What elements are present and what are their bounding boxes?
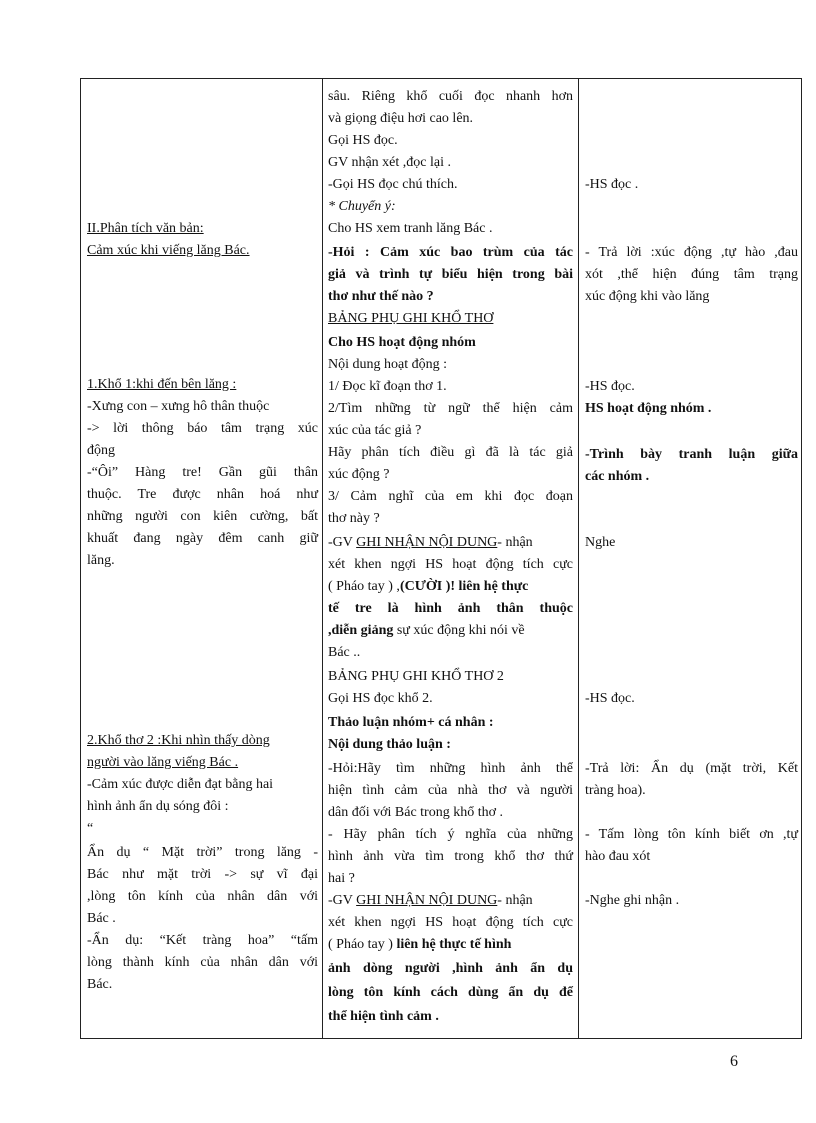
activity-line: * Chuyển ý: [328,199,396,214]
activity-line: Gọi HS đọc khổ 2. [328,691,433,706]
note-line: hình ảnh ẩn dụ sóng đôi : [87,799,229,814]
question-line: thơ như thế nào ? [328,289,434,304]
activity-line: ( Pháo tay ) liên hệ thực tế hình [328,937,512,952]
note-line: động [87,443,115,458]
activity-line: xét khen ngợi HS hoạt động tích cực [328,557,573,572]
activity-line: thơ này ? [328,511,380,526]
activity-line: dân đối với Bác trong khổ thơ . [328,805,504,820]
student-activity-column [578,79,802,1038]
activity-line: ,diễn giảng sự xúc động khi nói về [328,623,525,638]
activity-line: thể hiện tình cảm . [328,1009,439,1024]
note-line: “ [87,821,94,836]
activity-line: xúc của tác giả ? [328,423,422,438]
note-line: thuộc. Tre được nhân hoá như [87,487,318,502]
activity-line: ảnh dòng người ,hình ảnh ẩn dụ [328,961,573,976]
note-line: Bác . [87,911,116,926]
activity-line: Nội dung hoạt động : [328,357,447,372]
page-number: 6 [730,1053,738,1070]
student-line: HS hoạt động nhóm . [585,401,712,416]
activity-line: 1/ Đọc kĩ đoạn thơ 1. [328,379,447,394]
student-line: tràng hoa). [585,783,646,798]
section-subheading: Cảm xúc khi viếng lăng Bác. [87,243,250,258]
activity-line: -Gọi HS đọc chú thích. [328,177,458,192]
stanza2-heading: 2.Khổ thơ 2 :Khi nhìn thấy dòng [87,733,270,748]
stanza2-heading: người vào lăng viếng Bác . [87,755,239,770]
student-line: - Trả lời :xúc động ,tự hào ,đau [585,245,798,260]
stanza1-heading: 1.Khổ 1:khi đến bên lăng : [87,377,237,392]
note-line: -Xưng con – xưng hô thân thuộc [87,399,270,414]
activity-line: Bác .. [328,645,361,660]
activity-line: 3/ Cảm nghĩ của em khi đọc đoạn [328,489,573,504]
note-line: Bác. [87,977,113,992]
activity-line: GV nhận xét ,đọc lại . [328,155,451,170]
activity-line: ( Pháo tay ) ,(CƯỜI )! liên hệ thực [328,579,529,594]
student-line: - Tấm lòng tôn kính biết ơn ,tự [585,827,798,842]
activity-line: sâu. Riêng khổ cuối đọc nhanh hơn [328,89,573,104]
student-line: -HS đọc. [585,691,635,706]
note-line: những người con kiên cường, bất [87,509,318,524]
note-line: -Ẩn dụ: “Kết tràng hoa” “tấm [87,933,318,948]
activity-line: Hãy phân tích điều gì đã là tác giả [328,445,573,460]
activity-line: tế tre là hình ảnh thân thuộc [328,601,573,616]
student-line: xúc động khi vào lăng [585,289,710,304]
activity-line: lòng tôn kính cách dùng ẩn dụ để [328,985,573,1000]
activity-line: hiện tình cảm của nhà thơ và người [328,783,573,798]
note-line: -“Ôi” Hàng tre! Gần gũi thân [87,465,318,480]
note-line: ,lòng tôn kính của nhân dân với [87,889,318,904]
activity-line: Gọi HS đọc. [328,133,398,148]
activity-line: Nội dung thảo luận : [328,737,451,752]
activity-line: -GV GHI NHẬN NỘI DUNG- nhận [328,535,533,550]
student-line: -HS đọc. [585,379,635,394]
activity-line: Cho HS xem tranh lăng Bác . [328,221,493,236]
activity-line: -GV GHI NHẬN NỘI DUNG- nhận [328,893,533,908]
board-heading: BẢNG PHỤ GHI KHỔ THƠ 2 [328,669,504,684]
content-column [81,79,322,1038]
teacher-activity-column [322,79,578,1038]
student-line: -HS đọc . [585,177,639,192]
board-heading: BẢNG PHỤ GHI KHỔ THƠ [328,311,494,326]
activity-line: -Hỏi:Hãy tìm những hình ảnh thể [328,761,573,776]
student-line: xót ,thể hiện đúng tâm trạng [585,267,798,282]
student-line: -Nghe ghi nhận . [585,893,680,908]
activity-line: và giọng điệu hơi cao lên. [328,111,474,126]
activity-line: - Hãy phân tích ý nghĩa của những [328,827,573,842]
student-line: Nghe [585,535,616,550]
note-line: lòng thành kính của nhân dân với [87,955,318,970]
activity-line: xét khen ngợi HS hoạt động tích cực [328,915,573,930]
activity-line: Cho HS hoạt động nhóm [328,335,476,350]
student-line: -Trình bày tranh luận giữa [585,447,798,462]
question-line: -Hỏi : Cảm xúc bao trùm của tác [328,245,573,260]
activity-line: 2/Tìm những từ ngữ thể hiện cảm [328,401,573,416]
activity-line: xúc động ? [328,467,390,482]
note-line: lăng. [87,553,115,568]
activity-line: hình ảnh vừa tìm trong khổ thơ thứ [328,849,573,864]
note-line: -Cảm xúc được diễn đạt bằng hai [87,777,274,792]
lesson-table [80,78,802,1039]
student-line: các nhóm . [585,469,650,484]
note-line: -> lời thông báo tâm trạng xúc [87,421,318,436]
note-line: Ẩn dụ “ Mặt trời” trong lăng - [87,845,318,860]
section-heading: II.Phân tích văn bản: [87,221,204,236]
note-line: khuất đang ngày đêm canh giữ [87,531,318,546]
question-line: giả và trình tự biểu hiện trong bài [328,267,573,282]
activity-line: Thảo luận nhóm+ cá nhân : [328,715,494,730]
note-line: Bác như mặt trời -> sự vĩ đại [87,867,318,882]
student-line: hào đau xót [585,849,651,864]
student-line: -Trả lời: Ẩn dụ (mặt trời, Kết [585,761,798,776]
activity-line: hai ? [328,871,355,886]
